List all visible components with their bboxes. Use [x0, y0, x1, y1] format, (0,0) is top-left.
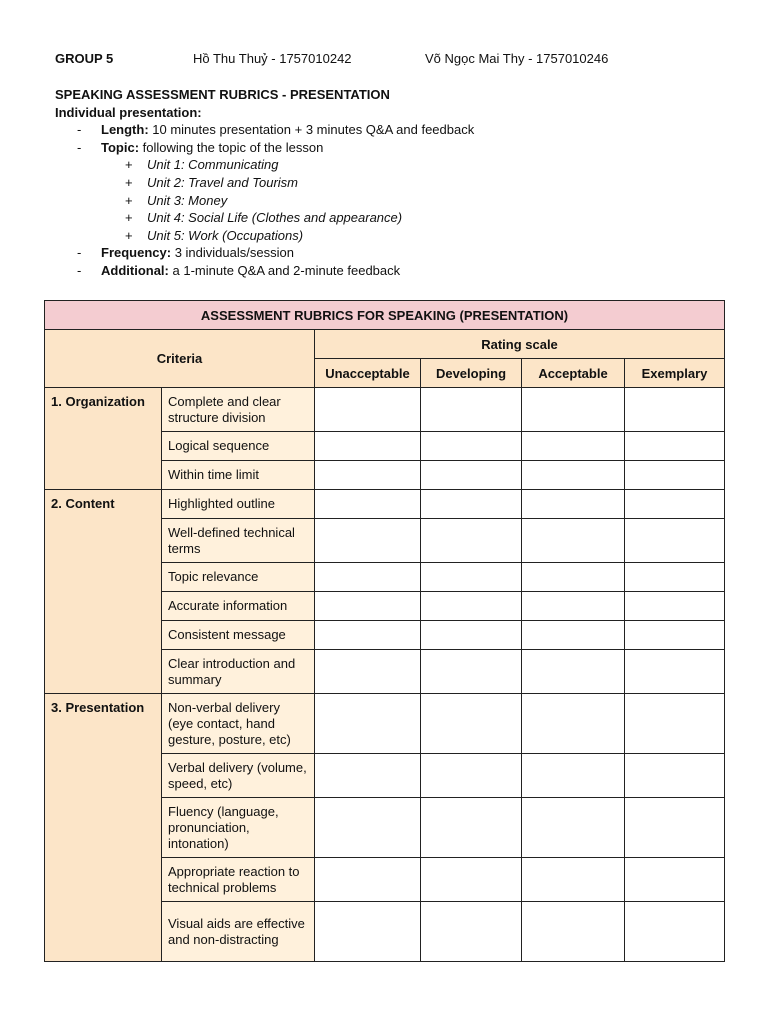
rating-cell[interactable]: [315, 490, 421, 519]
criteria-group: 2. Content: [45, 490, 162, 694]
rating-cell[interactable]: [421, 754, 522, 798]
rating-cell[interactable]: [421, 902, 522, 962]
criteria-group: 3. Presentation: [45, 694, 162, 962]
rating-cell[interactable]: [315, 563, 421, 592]
rating-cell[interactable]: [315, 461, 421, 490]
rating-cell[interactable]: [625, 621, 725, 650]
list-item-topic: - Topic: following the topic of the lesson + Unit 1: Communicating + Unit 2: Travel and Tourism + Unit 3: Money + Unit 4: Social Life (Clothes and appearance) + Unit 5: Work (Occupations): [55, 139, 735, 245]
level-header: Acceptable: [522, 359, 625, 388]
rating-cell[interactable]: [315, 592, 421, 621]
rating-cell[interactable]: [522, 902, 625, 962]
rating-cell[interactable]: [421, 563, 522, 592]
criterion-item: Non-verbal delivery (eye contact, hand gesture, posture, etc): [162, 694, 315, 754]
rating-cell[interactable]: [522, 563, 625, 592]
rating-cell[interactable]: [421, 798, 522, 858]
criterion-item: Fluency (language, pronunciation, intonation): [162, 798, 315, 858]
level-header: Unacceptable: [315, 359, 421, 388]
document-title: SPEAKING ASSESSMENT RUBRICS - PRESENTATION: [55, 87, 390, 102]
criterion-item: Complete and clear structure division: [162, 388, 315, 432]
rating-cell[interactable]: [625, 592, 725, 621]
criterion-item: Accurate information: [162, 592, 315, 621]
rating-cell[interactable]: [421, 694, 522, 754]
rating-cell[interactable]: [421, 388, 522, 432]
rating-cell[interactable]: [421, 461, 522, 490]
rating-cell[interactable]: [315, 519, 421, 563]
rating-cell[interactable]: [625, 798, 725, 858]
criteria-group: 1. Organization: [45, 388, 162, 490]
rating-cell[interactable]: [315, 902, 421, 962]
criterion-item: Appropriate reaction to technical problems: [162, 858, 315, 902]
rating-cell[interactable]: [625, 694, 725, 754]
rating-cell[interactable]: [421, 432, 522, 461]
level-header: Exemplary: [625, 359, 725, 388]
unit-item: + Unit 2: Travel and Tourism: [101, 174, 735, 192]
unit-item: + Unit 3: Money: [101, 192, 735, 210]
rating-cell[interactable]: [625, 650, 725, 694]
rating-cell[interactable]: [315, 754, 421, 798]
rating-cell[interactable]: [625, 563, 725, 592]
rubric-table: [44, 300, 725, 962]
group-name: GROUP 5: [55, 51, 114, 66]
rating-cell[interactable]: [522, 650, 625, 694]
rating-cell[interactable]: [625, 519, 725, 563]
rating-cell[interactable]: [315, 798, 421, 858]
criteria-header: Criteria: [45, 330, 315, 388]
rating-cell[interactable]: [522, 388, 625, 432]
unit-list: [101, 156, 735, 244]
rating-cell[interactable]: [421, 490, 522, 519]
rating-cell[interactable]: [315, 858, 421, 902]
section-subtitle: Individual presentation:: [55, 104, 202, 120]
unit-item: + Unit 1: Communicating: [101, 156, 735, 174]
rating-cell[interactable]: [315, 432, 421, 461]
criterion-item: Within time limit: [162, 461, 315, 490]
table-row: [45, 694, 725, 754]
rubric-body: [45, 388, 725, 962]
rating-cell[interactable]: [421, 592, 522, 621]
unit-item: + Unit 4: Social Life (Clothes and appearance): [101, 209, 735, 227]
rating-cell[interactable]: [522, 858, 625, 902]
list-item-frequency: - Frequency: 3 individuals/session: [55, 244, 735, 262]
rating-cell[interactable]: [625, 461, 725, 490]
rating-cell[interactable]: [625, 858, 725, 902]
intro-section: [55, 86, 735, 280]
rating-cell[interactable]: [315, 388, 421, 432]
rating-cell[interactable]: [315, 694, 421, 754]
criterion-item: Visual aids are effective and non-distracting: [162, 902, 315, 962]
table-row: [45, 490, 725, 519]
rating-cell[interactable]: [421, 650, 522, 694]
rating-cell[interactable]: [315, 621, 421, 650]
list-item-length: - Length: 10 minutes presentation + 3 minutes Q&A and feedback: [55, 121, 735, 139]
details-list: [55, 121, 735, 279]
criterion-item: Topic relevance: [162, 563, 315, 592]
rating-cell[interactable]: [625, 902, 725, 962]
criterion-item: Verbal delivery (volume, speed, etc): [162, 754, 315, 798]
criterion-item: Clear introduction and summary: [162, 650, 315, 694]
rating-cell[interactable]: [522, 621, 625, 650]
rating-cell[interactable]: [522, 798, 625, 858]
criterion-item: Logical sequence: [162, 432, 315, 461]
list-item-additional: - Additional: a 1-minute Q&A and 2-minute feedback: [55, 262, 735, 280]
criterion-item: Highlighted outline: [162, 490, 315, 519]
rating-cell[interactable]: [421, 519, 522, 563]
criterion-item: Consistent message: [162, 621, 315, 650]
rating-cell[interactable]: [421, 621, 522, 650]
rating-cell[interactable]: [625, 432, 725, 461]
member-2: Võ Ngọc Mai Thy - 1757010246: [425, 51, 609, 66]
rating-cell[interactable]: [421, 858, 522, 902]
unit-item: + Unit 5: Work (Occupations): [101, 227, 735, 245]
rating-cell[interactable]: [522, 694, 625, 754]
rating-cell[interactable]: [522, 519, 625, 563]
rating-cell[interactable]: [522, 432, 625, 461]
rating-cell[interactable]: [522, 461, 625, 490]
rating-cell[interactable]: [625, 490, 725, 519]
rating-cell[interactable]: [625, 754, 725, 798]
table-row: [45, 388, 725, 432]
rating-cell[interactable]: [315, 650, 421, 694]
rating-cell[interactable]: [522, 592, 625, 621]
rating-cell[interactable]: [625, 388, 725, 432]
rating-scale-header: Rating scale: [315, 330, 725, 359]
rating-cell[interactable]: [522, 754, 625, 798]
table-title: ASSESSMENT RUBRICS FOR SPEAKING (PRESENTATION): [45, 301, 725, 330]
criterion-item: Well-defined technical terms: [162, 519, 315, 563]
member-1: Hồ Thu Thuỷ - 1757010242: [193, 51, 352, 66]
level-header: Developing: [421, 359, 522, 388]
rating-cell[interactable]: [522, 490, 625, 519]
